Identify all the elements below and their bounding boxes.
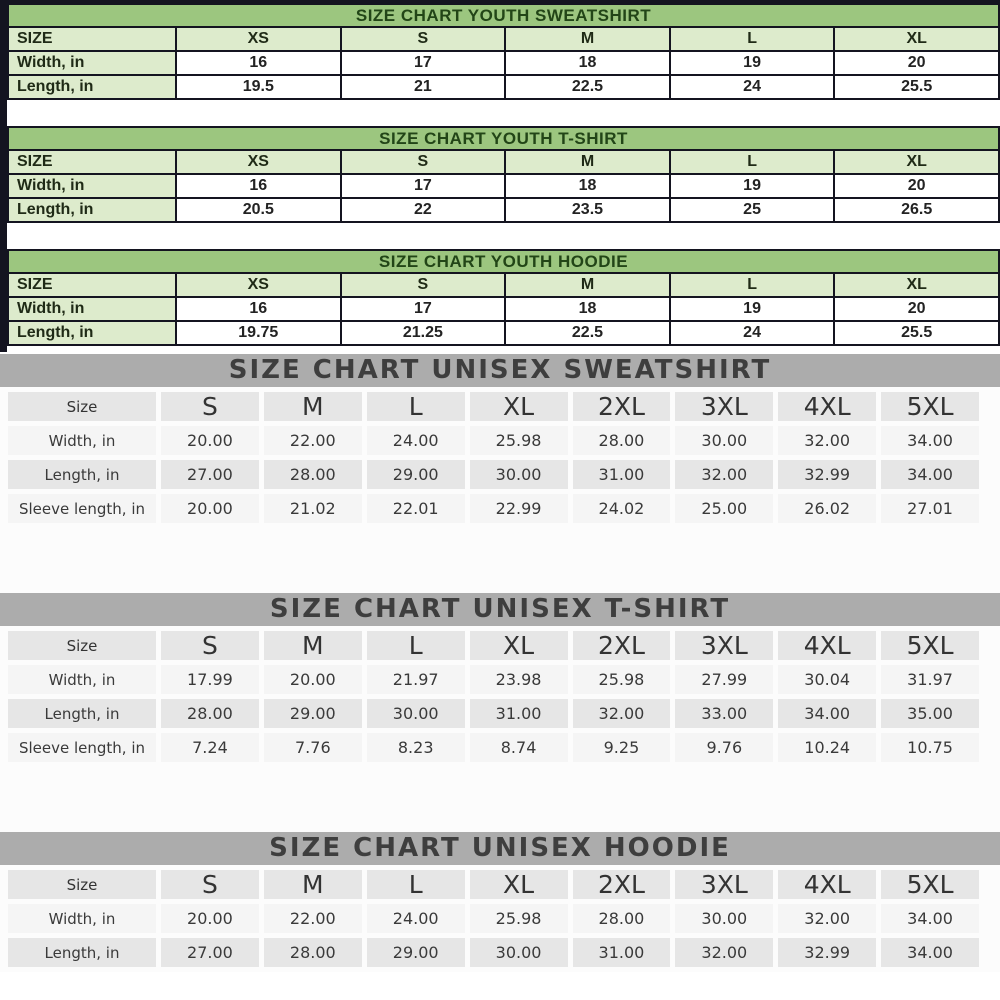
youth-sweatshirt-table — [7, 26, 1000, 100]
cell-value: 34.00 — [881, 460, 979, 489]
cell-value: 19 — [670, 297, 835, 321]
cell-value: 29.00 — [264, 699, 362, 728]
row-label: Length, in — [8, 460, 156, 489]
youth-hoodie-table — [7, 272, 1000, 346]
cell-value: 30.04 — [778, 665, 876, 694]
column-header: XS — [176, 27, 341, 51]
cell-value: 32.00 — [778, 426, 876, 455]
column-header: L — [367, 870, 465, 899]
column-header: Size — [8, 392, 156, 421]
column-header: XL — [470, 870, 568, 899]
column-header: 4XL — [778, 392, 876, 421]
row-label: Width, in — [8, 426, 156, 455]
column-header: S — [161, 631, 259, 660]
cell-value: 17.99 — [161, 665, 259, 694]
cell-value: 29.00 — [367, 460, 465, 489]
cell-value: 25.98 — [470, 426, 568, 455]
cell-value: 31.00 — [470, 699, 568, 728]
cell-value: 24 — [670, 75, 835, 99]
table-row — [8, 904, 979, 933]
row-label: Length, in — [8, 75, 176, 99]
column-header: XL — [834, 27, 999, 51]
column-header: Size — [8, 631, 156, 660]
cell-value: 9.25 — [573, 733, 671, 762]
row-label: Length, in — [8, 198, 176, 222]
cell-value: 16 — [176, 174, 341, 198]
table-row — [8, 75, 999, 99]
cell-value: 24.00 — [367, 426, 465, 455]
column-header: SIZE — [8, 27, 176, 51]
column-header: XS — [176, 150, 341, 174]
table-row — [8, 938, 979, 967]
cell-value: 32.00 — [675, 460, 773, 489]
cell-value: 19 — [670, 51, 835, 75]
column-header: XS — [176, 273, 341, 297]
cell-value: 27.01 — [881, 494, 979, 523]
table-row — [8, 494, 979, 523]
cell-value: 9.76 — [675, 733, 773, 762]
unisex-sweatshirt-chart — [0, 354, 1000, 528]
cell-value: 23.98 — [470, 665, 568, 694]
cell-value: 31.97 — [881, 665, 979, 694]
cell-value: 20 — [834, 174, 999, 198]
cell-value: 17 — [341, 51, 506, 75]
row-label: Width, in — [8, 665, 156, 694]
row-label: Length, in — [8, 699, 156, 728]
youth-sweatshirt-chart — [7, 3, 1000, 100]
unisex-size-charts-section — [0, 354, 1000, 972]
unisex-hoodie-table — [3, 865, 984, 972]
cell-value: 7.24 — [161, 733, 259, 762]
column-header: 5XL — [881, 631, 979, 660]
cell-value: 34.00 — [881, 904, 979, 933]
youth-tshirt-chart — [7, 126, 1000, 223]
cell-value: 19 — [670, 174, 835, 198]
column-header: M — [505, 273, 670, 297]
cell-value: 18 — [505, 174, 670, 198]
cell-value: 22.5 — [505, 75, 670, 99]
cell-value: 20.00 — [161, 904, 259, 933]
cell-value: 28.00 — [264, 938, 362, 967]
header-row — [8, 870, 979, 899]
cell-value: 16 — [176, 297, 341, 321]
youth-hoodie-title: SIZE CHART YOUTH HOODIE — [7, 249, 1000, 272]
row-label: Sleeve length, in — [8, 733, 156, 762]
cell-value: 20.00 — [161, 494, 259, 523]
cell-value: 17 — [341, 297, 506, 321]
header-row — [8, 273, 999, 297]
table-row — [8, 699, 979, 728]
cell-value: 30.00 — [675, 426, 773, 455]
column-header: S — [341, 27, 506, 51]
cell-value: 32.00 — [778, 904, 876, 933]
cell-value: 27.99 — [675, 665, 773, 694]
cell-value: 34.00 — [778, 699, 876, 728]
cell-value: 20.00 — [161, 426, 259, 455]
column-header: 5XL — [881, 392, 979, 421]
cell-value: 21.97 — [367, 665, 465, 694]
cell-value: 8.23 — [367, 733, 465, 762]
unisex-hoodie-table-wrap — [0, 865, 1000, 972]
cell-value: 33.00 — [675, 699, 773, 728]
cell-value: 17 — [341, 174, 506, 198]
size-table — [3, 387, 984, 528]
unisex-tshirt-title: SIZE CHART UNISEX T-SHIRT — [0, 593, 1000, 626]
cell-value: 16 — [176, 51, 341, 75]
column-header: L — [670, 273, 835, 297]
cell-value: 22.00 — [264, 904, 362, 933]
cell-value: 8.74 — [470, 733, 568, 762]
cell-value: 20 — [834, 51, 999, 75]
cell-value: 30.00 — [470, 938, 568, 967]
column-header: L — [670, 150, 835, 174]
size-table — [7, 26, 1000, 100]
cell-value: 25.00 — [675, 494, 773, 523]
cell-value: 35.00 — [881, 699, 979, 728]
column-header: SIZE — [8, 273, 176, 297]
table-row — [8, 174, 999, 198]
table-row — [8, 198, 999, 222]
column-header: XL — [834, 273, 999, 297]
unisex-sweatshirt-table — [3, 387, 984, 528]
header-row — [8, 631, 979, 660]
cell-value: 22 — [341, 198, 506, 222]
row-label: Width, in — [8, 904, 156, 933]
cell-value: 22.01 — [367, 494, 465, 523]
column-header: S — [161, 392, 259, 421]
column-header: Size — [8, 870, 156, 899]
column-header: 3XL — [675, 392, 773, 421]
size-table — [7, 149, 1000, 223]
cell-value: 21.25 — [341, 321, 506, 345]
cell-value: 10.24 — [778, 733, 876, 762]
cell-value: 10.75 — [881, 733, 979, 762]
cell-value: 18 — [505, 297, 670, 321]
column-header: SIZE — [8, 150, 176, 174]
table-row — [8, 297, 999, 321]
cell-value: 31.00 — [573, 460, 671, 489]
column-header: XL — [470, 392, 568, 421]
youth-tshirt-title: SIZE CHART YOUTH T-SHIRT — [7, 126, 1000, 149]
cell-value: 27.00 — [161, 938, 259, 967]
cell-value: 23.5 — [505, 198, 670, 222]
column-header: 3XL — [675, 870, 773, 899]
cell-value: 22.00 — [264, 426, 362, 455]
table-row — [8, 733, 979, 762]
column-header: 4XL — [778, 870, 876, 899]
cell-value: 32.00 — [573, 699, 671, 728]
cell-value: 20 — [834, 297, 999, 321]
cell-value: 26.02 — [778, 494, 876, 523]
cell-value: 25.98 — [470, 904, 568, 933]
cell-value: 28.00 — [264, 460, 362, 489]
cell-value: 22.99 — [470, 494, 568, 523]
column-header: L — [367, 631, 465, 660]
column-header: L — [367, 392, 465, 421]
youth-tshirt-table — [7, 149, 1000, 223]
row-label: Length, in — [8, 321, 176, 345]
cell-value: 19.75 — [176, 321, 341, 345]
table-row — [8, 665, 979, 694]
unisex-tshirt-chart — [0, 593, 1000, 767]
table-row — [8, 426, 979, 455]
cell-value: 22.5 — [505, 321, 670, 345]
size-table — [3, 865, 984, 972]
column-header: M — [264, 631, 362, 660]
cell-value: 28.00 — [573, 904, 671, 933]
cell-value: 21.02 — [264, 494, 362, 523]
cell-value: 32.00 — [675, 938, 773, 967]
cell-value: 30.00 — [470, 460, 568, 489]
cell-value: 25.98 — [573, 665, 671, 694]
header-row — [8, 150, 999, 174]
column-header: S — [161, 870, 259, 899]
column-header: 3XL — [675, 631, 773, 660]
cell-value: 19.5 — [176, 75, 341, 99]
cell-value: 20.00 — [264, 665, 362, 694]
unisex-sweatshirt-table-wrap — [0, 387, 1000, 528]
table-row — [8, 460, 979, 489]
cell-value: 24 — [670, 321, 835, 345]
column-header: 2XL — [573, 631, 671, 660]
row-label: Sleeve length, in — [8, 494, 156, 523]
unisex-hoodie-title: SIZE CHART UNISEX HOODIE — [0, 832, 1000, 865]
column-header: XL — [834, 150, 999, 174]
column-header: M — [264, 392, 362, 421]
unisex-tshirt-table-wrap — [0, 626, 1000, 767]
cell-value: 30.00 — [675, 904, 773, 933]
header-row — [8, 27, 999, 51]
unisex-hoodie-chart — [0, 832, 1000, 972]
cell-value: 32.99 — [778, 460, 876, 489]
cell-value: 28.00 — [161, 699, 259, 728]
size-table — [3, 626, 984, 767]
youth-hoodie-chart — [7, 249, 1000, 346]
cell-value: 34.00 — [881, 938, 979, 967]
cell-value: 18 — [505, 51, 670, 75]
row-label: Width, in — [8, 51, 176, 75]
cell-value: 26.5 — [834, 198, 999, 222]
column-header: 5XL — [881, 870, 979, 899]
cell-value: 20.5 — [176, 198, 341, 222]
column-header: S — [341, 273, 506, 297]
cell-value: 7.76 — [264, 733, 362, 762]
column-header: M — [505, 27, 670, 51]
table-row — [8, 321, 999, 345]
cell-value: 28.00 — [573, 426, 671, 455]
row-label: Length, in — [8, 938, 156, 967]
row-label: Width, in — [8, 297, 176, 321]
cell-value: 25.5 — [834, 321, 999, 345]
cell-value: 30.00 — [367, 699, 465, 728]
column-header: S — [341, 150, 506, 174]
cell-value: 25.5 — [834, 75, 999, 99]
youth-size-charts-section — [0, 0, 1000, 352]
unisex-sweatshirt-title: SIZE CHART UNISEX SWEATSHIRT — [0, 354, 1000, 387]
cell-value: 29.00 — [367, 938, 465, 967]
cell-value: 24.02 — [573, 494, 671, 523]
cell-value: 34.00 — [881, 426, 979, 455]
size-table — [7, 272, 1000, 346]
column-header: 4XL — [778, 631, 876, 660]
cell-value: 31.00 — [573, 938, 671, 967]
table-row — [8, 51, 999, 75]
unisex-tshirt-table — [3, 626, 984, 767]
column-header: XL — [470, 631, 568, 660]
column-header: 2XL — [573, 870, 671, 899]
cell-value: 32.99 — [778, 938, 876, 967]
column-header: L — [670, 27, 835, 51]
cell-value: 21 — [341, 75, 506, 99]
youth-sweatshirt-title: SIZE CHART YOUTH SWEATSHIRT — [7, 3, 1000, 26]
cell-value: 27.00 — [161, 460, 259, 489]
cell-value: 24.00 — [367, 904, 465, 933]
cell-value: 25 — [670, 198, 835, 222]
column-header: M — [264, 870, 362, 899]
header-row — [8, 392, 979, 421]
column-header: 2XL — [573, 392, 671, 421]
column-header: M — [505, 150, 670, 174]
row-label: Width, in — [8, 174, 176, 198]
